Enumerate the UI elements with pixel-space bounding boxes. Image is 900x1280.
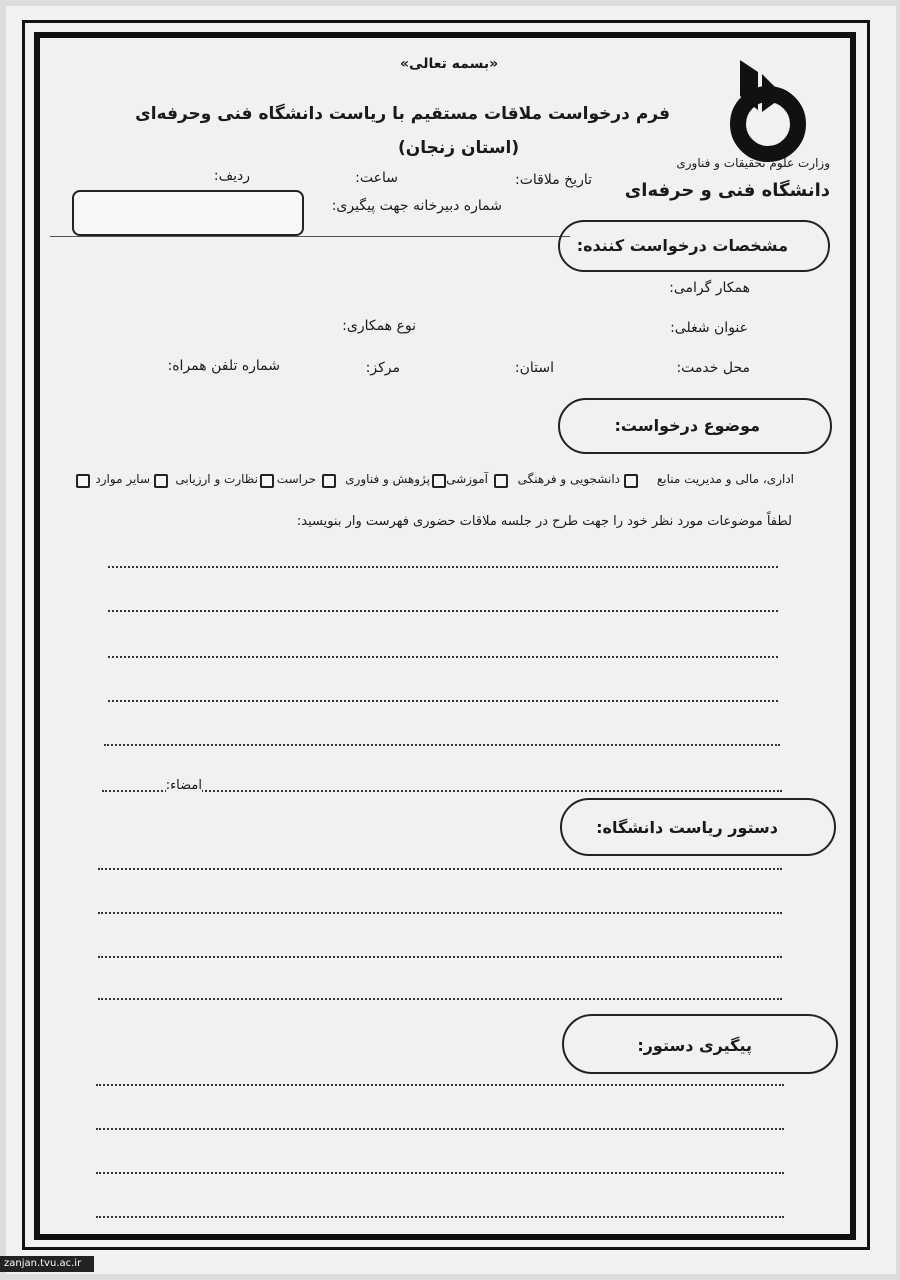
option-research-label: پژوهش و فناوری — [345, 472, 430, 486]
signature-label: امضاء: — [165, 778, 202, 793]
subject-section-pill — [558, 398, 832, 454]
job-title-label: عنوان شغلی: — [670, 320, 748, 336]
mobile-number-label: شماره تلفن همراه: — [167, 358, 280, 374]
university-emblem-icon — [700, 52, 830, 162]
subject-line-4[interactable] — [108, 700, 778, 702]
signature-line[interactable] — [102, 790, 782, 792]
followup-section-title: پیگیری دستور: — [637, 1036, 752, 1055]
option-admin-label: اداری، مالی و مدیریت منابع — [656, 472, 794, 486]
university-name: دانشگاه فنی و حرفه‌ای — [624, 180, 830, 201]
requester-section-pill — [558, 220, 830, 272]
center-label: مرکز: — [365, 360, 400, 376]
form-province: (استان زنجان) — [398, 138, 520, 158]
option-education-checkbox[interactable] — [432, 474, 446, 488]
option-education-label: آموزشی — [446, 472, 488, 486]
president-line-1[interactable] — [98, 868, 782, 870]
followup-section-pill — [562, 1014, 838, 1074]
followup-line-4[interactable] — [96, 1216, 784, 1218]
form-title: فرم درخواست ملاقات مستقیم با ریاست دانشگاه فنی وحرفه‌ای — [135, 104, 670, 124]
president-section-title: دستور ریاست دانشگاه: — [596, 818, 778, 837]
footer-site-link[interactable]: zanjan.tvu.ac.ir — [0, 1256, 94, 1272]
president-section-pill — [560, 798, 836, 856]
option-other-label: سایر موارد — [95, 472, 150, 486]
secretariat-number-label: شماره دبیرخانه جهت پیگیری: — [331, 198, 502, 214]
followup-line-3[interactable] — [96, 1172, 784, 1174]
option-student-label: دانشجویی و فرهنگی — [517, 472, 620, 486]
province-label: استان: — [514, 360, 554, 376]
subject-instruction: لطفاً موضوعات مورد نظر خود را جهت طرح در جلسه ملاقات حضوری فهرست وار بنویسید: — [296, 514, 792, 529]
option-research-checkbox[interactable] — [322, 474, 336, 488]
option-monitoring-checkbox[interactable] — [154, 474, 168, 488]
secretariat-number-box[interactable] — [72, 190, 304, 236]
subject-line-5[interactable] — [104, 744, 780, 746]
row-label: ردیف: — [213, 168, 250, 184]
bismillah: «بسمه تعالی» — [400, 56, 499, 72]
meeting-date-label: تاریخ ملاقات: — [514, 172, 592, 188]
university-logo — [624, 52, 830, 222]
subject-line-2[interactable] — [108, 610, 778, 612]
option-other-checkbox[interactable] — [76, 474, 90, 488]
president-line-4[interactable] — [98, 998, 782, 1000]
subject-section-title: موضوع درخواست: — [614, 416, 760, 435]
president-line-3[interactable] — [98, 956, 782, 958]
option-monitoring-label: نظارت و ارزیابی — [175, 472, 258, 486]
followup-line-2[interactable] — [96, 1128, 784, 1130]
header-divider — [50, 236, 570, 237]
colleague-label: همکار گرامی: — [669, 280, 750, 296]
subject-line-3[interactable] — [108, 656, 778, 658]
subject-line-1[interactable] — [108, 566, 778, 568]
option-admin-checkbox[interactable] — [624, 474, 638, 488]
option-student-checkbox[interactable] — [494, 474, 508, 488]
followup-line-1[interactable] — [96, 1084, 784, 1086]
option-security-checkbox[interactable] — [260, 474, 274, 488]
option-security-label: حراست — [276, 472, 316, 486]
requester-section-title: مشخصات درخواست کننده: — [576, 236, 788, 255]
ministry-name: وزارت علوم تحقیقات و فناوری — [676, 156, 830, 170]
cooperation-type-label: نوع همکاری: — [342, 318, 416, 334]
workplace-label: محل خدمت: — [676, 360, 750, 376]
president-line-2[interactable] — [98, 912, 782, 914]
time-label: ساعت: — [355, 170, 398, 186]
